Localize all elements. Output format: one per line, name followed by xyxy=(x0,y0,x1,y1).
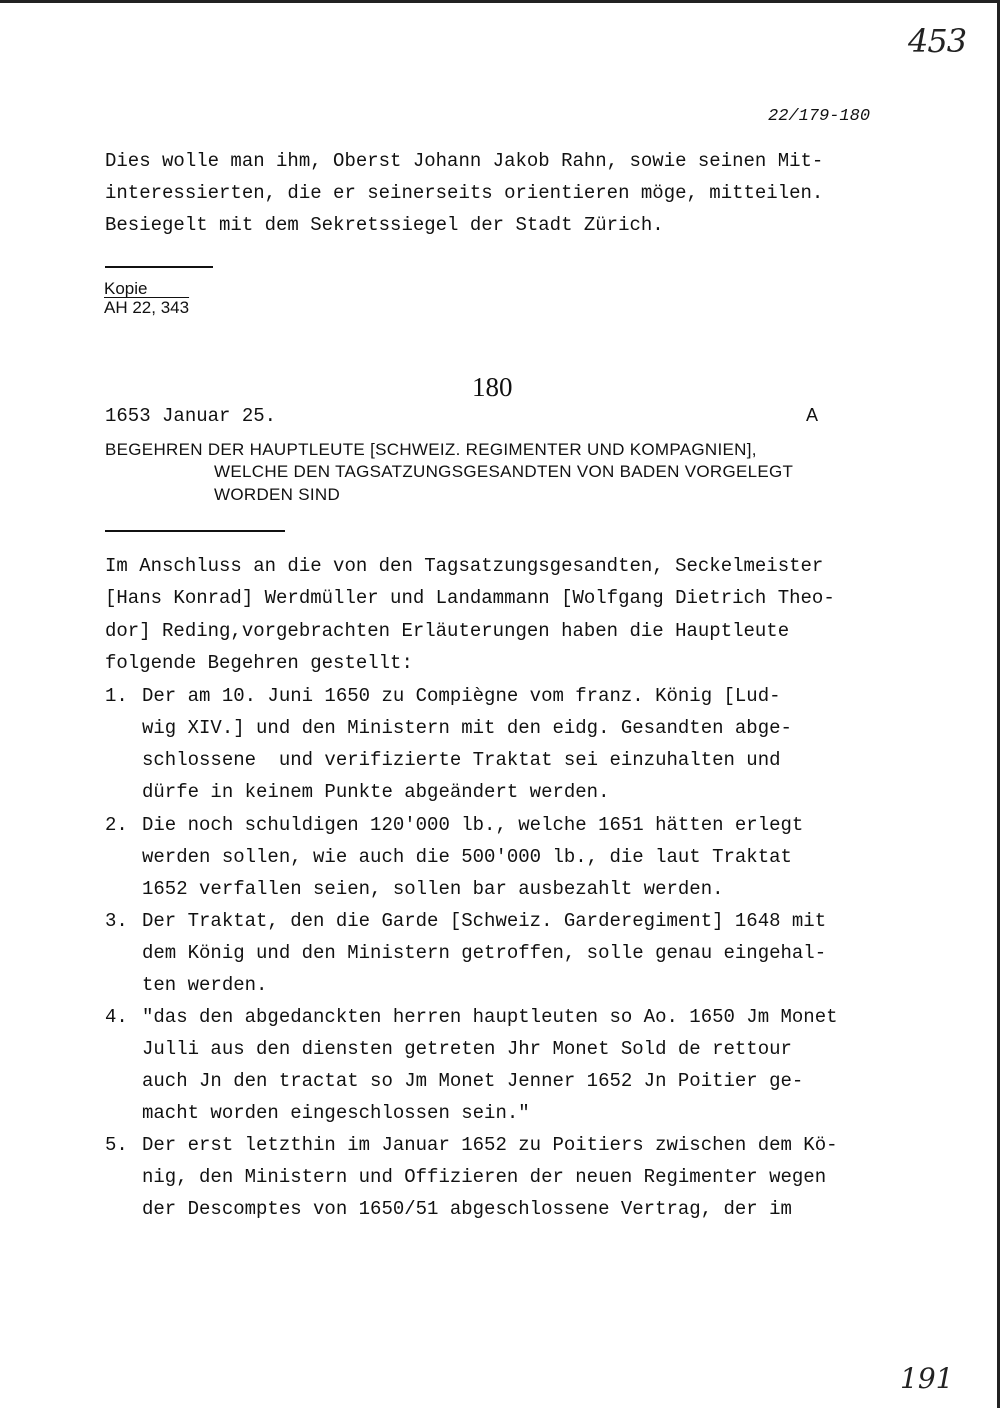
heading-divider xyxy=(105,530,285,532)
handwritten-folio-number: 453 xyxy=(908,22,967,60)
page-edge-top xyxy=(0,0,1000,3)
item-number: 5. xyxy=(105,1134,128,1156)
item-number: 3. xyxy=(105,910,128,932)
item-number: 2. xyxy=(105,814,128,836)
intro-line: Besiegelt mit dem Sekretssiegel der Stadt Zürich. xyxy=(105,214,664,236)
item-line: Der erst letzthin im Januar 1652 zu Poitiers zwischen dem Kö- xyxy=(142,1134,838,1156)
item-line: der Descomptes von 1650/51 abgeschlossene Vertrag, der im xyxy=(142,1198,792,1220)
source-reference: AH 22, 343 xyxy=(104,298,190,317)
item-line: dem König und den Ministern getroffen, solle genau eingehal- xyxy=(142,942,827,964)
item-line: schlossene und verifizierte Traktat sei einzuhalten und xyxy=(142,749,781,771)
item-line: "das den abgedanckten herren hauptleuten so Ao. 1650 Jm Monet xyxy=(142,1006,838,1028)
document-heading-line: WELCHE DEN TAGSATZUNGSGESANDTEN VON BADEN VORGELEGT xyxy=(214,462,794,481)
intro-line: interessierten, die er seinerseits orientieren möge, mitteilen. xyxy=(105,182,824,204)
item-line: ten werden. xyxy=(142,974,268,996)
intro-line: Dies wolle man ihm, Oberst Johann Jakob Rahn, sowie seinen Mit- xyxy=(105,150,824,172)
item-line: Der am 10. Juni 1650 zu Compiègne vom franz. König [Lud- xyxy=(142,685,781,707)
document-heading-line: BEGEHREN DER HAUPTLEUTE [SCHWEIZ. REGIMENTER UND KOMPAGNIEN], xyxy=(105,440,757,459)
body-line: Im Anschluss an die von den Tagsatzungsgesandten, Seckelmeister xyxy=(105,555,824,577)
item-line: Julli aus den diensten getreten Jhr Monet Sold de rettour xyxy=(142,1038,792,1060)
item-line: macht worden eingeschlossen sein." xyxy=(142,1102,530,1124)
document-date: 1653 Januar 25. xyxy=(105,405,277,427)
document-heading-line: WORDEN SIND xyxy=(214,485,341,504)
item-line: werden sollen, wie auch die 500'000 lb., die laut Traktat xyxy=(142,846,792,868)
item-number: 1. xyxy=(105,685,128,707)
reference-number: 22/179-180 xyxy=(768,107,871,126)
body-line: dor] Reding,vorgebrachten Erläuterungen haben die Hauptleute xyxy=(105,620,790,642)
body-line: folgende Begehren gestellt: xyxy=(105,652,413,674)
item-line: Die noch schuldigen 120'000 lb., welche 1651 hätten erlegt xyxy=(142,814,804,836)
body-line: [Hans Konrad] Werdmüller und Landammann [Wolfgang Dietrich Theo- xyxy=(105,587,835,609)
item-number: 4. xyxy=(105,1006,128,1028)
item-line: dürfe in keinem Punkte abgeändert werden. xyxy=(142,781,610,803)
document-number: 180 xyxy=(472,372,513,402)
document-letter: A xyxy=(806,405,819,425)
item-line: Der Traktat, den die Garde [Schweiz. Garderegiment] 1648 mit xyxy=(142,910,827,932)
item-line: nig, den Ministern und Offizieren der neuen Regimenter wegen xyxy=(142,1166,827,1188)
item-line: auch Jn den tractat so Jm Monet Jenner 1652 Jn Poitier ge- xyxy=(142,1070,804,1092)
handwritten-page-number: 191 xyxy=(900,1362,954,1395)
item-line: 1652 verfallen seien, sollen bar ausbezahlt werden. xyxy=(142,878,724,900)
section-divider xyxy=(105,266,213,268)
item-line: wig XIV.] und den Ministern mit den eidg. Gesandten abge- xyxy=(142,717,792,739)
source-label: Kopie xyxy=(104,279,148,298)
